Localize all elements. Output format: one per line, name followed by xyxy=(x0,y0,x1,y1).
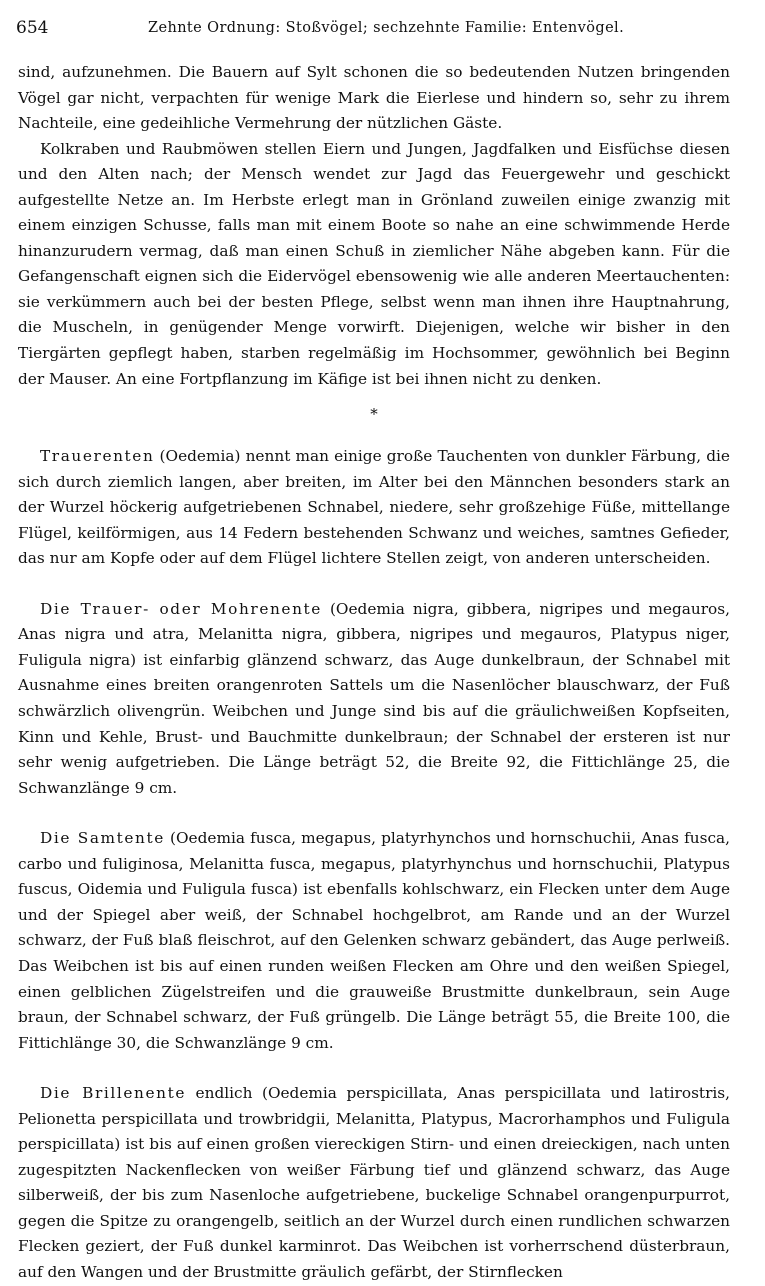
species-lead: Die Brillenente xyxy=(40,1084,186,1103)
paragraph-mohrenente xyxy=(18,597,730,801)
paragraph-hunting xyxy=(18,137,730,392)
body-text xyxy=(18,60,730,1286)
paragraph-text: (Oedemia fusca, megapus, platyrhynchos und hornschuchii, Anas fusca, carbo und fuliginosa, Melanitta fusca, megapus, platyrhynchus und hornschuchii, Platypus fuscus, Oidemia und Fuligula fusca) ist ebenfalls kohlschwarz, ein Flecken unter dem Auge und der Spiegel aber weiß, der Schnabel hochgelbrot, am Rande und an der Wurzel schwarz, der Fuß blaß fleischrot, auf den Gelenken schwarz gebändert, das Auge perlweiß. Das Weibchen ist bis auf einen runden weißen Flecken am Ohre und den weißen Spiegel, einen gelblichen Zügelstreifen und die grauweiße Brustmitte dunkelbraun, sein Auge braun, der Schnabel schwarz, der Fuß grüngelb. Die Länge beträgt 55, die Breite 100, die Fittichlänge 30, die Schwanzlänge 9 cm. xyxy=(18,829,730,1052)
paragraph-text: (Oedemia) nennt man einige große Tauchenten von dunkler Färbung, die sich durch ziemlich langen, aber breiten, im Alter bei den Männchen besonders stark an der Wurzel höckerig aufgetriebenen Schnabel, niedere, sehr großzehige Füße, mittellange Flügel, keilförmigen, aus 14 Federn bestehenden Schwanz und weiches, samtnes Gefieder, das nur am Kopfe oder auf dem Flügel lichtere Stellen zeigt, von anderen unterscheiden. xyxy=(18,447,730,568)
paragraph-samtente xyxy=(18,826,730,1056)
species-lead: Die Samtente xyxy=(40,829,165,848)
page-header xyxy=(16,18,750,48)
section-separator: * xyxy=(370,405,378,424)
species-lead: Trauerenten xyxy=(40,447,155,466)
paragraph-trauerenten xyxy=(18,444,730,572)
paragraph-brillenente xyxy=(18,1081,730,1285)
species-lead: Die Trauer- oder Mohrenente xyxy=(40,599,322,618)
paragraph-text: endlich (Oedemia perspicillata, Anas perspicillata und latirostris, Pelionetta perspicillata und trowbridgii, Melanitta, Platypus, Macrorhamphos und Fuligula perspicillata) ist bis auf einen großen viereckigen Stirn- und einen dreieckigen, nach unten zugespitzten Nackenflecken von weißer Färbung tief und glänzend schwarz, das Auge silberweiß, der bis zum Nasenloche aufgetriebene, buckelige Schnabel orangenpurpurrot, gegen die Spitze zu orangengelb, seitlich an der Wurzel durch einen rundlichen schwarzen Flecken geziert, der Fuß dunkel karminrot. Das Weibchen ist vorherrschend düsterbraun, auf den Wangen und der Brustmitte gräulich gefärbt, der Stirnflecken xyxy=(18,1084,730,1281)
paragraph-text: sind, aufzunehmen. Die Bauern auf Sylt schonen die so bedeutenden Nutzen bringenden Vögel gar nicht, verpachten für wenige Mark die Eierlese und hindern so, sehr zu ihrem Nachteile, eine gedeihliche Vermehrung der nützlichen Gäste. xyxy=(18,63,730,133)
page-number: 654 xyxy=(16,18,49,38)
paragraph-continuation xyxy=(18,60,730,137)
running-head: Zehnte Ordnung: Stoßvögel; sechzehnte Familie: Entenvögel. xyxy=(148,20,625,36)
paragraph-text: Kolkraben und Raubmöwen stellen Eiern und Jungen, Jagdfalken und Eisfüchse diesen und den Alten nach; der Mensch wendet zur Jagd das Feuergewehr und geschickt aufgestellte Netze an. Im Herbste erlegt man in Grönland zuweilen einige zwanzig mit einem einzigen Schusse, falls man mit einem Boote so nahe an eine schwimmende Herde hinanzurudern vermag, daß man einen Schuß in ziemlicher Nähe abgeben kann. Für die Gefangenschaft eignen sich die Eidervögel ebensowenig wie alle anderen Meertauchenten: sie verkümmern auch bei der besten Pflege, selbst wenn man ihnen ihre Hauptnahrung, die Muscheln, in genügender Menge vorwirft. Diejenigen, welche wir bisher in den Tiergärten gepflegt haben, starben regelmäßig im Hochsommer, gewöhnlich bei Beginn der Mauser. An eine Fortpflanzung im Käfige ist bei ihnen nicht zu denken. xyxy=(18,139,730,388)
paragraph-text: (Oedemia nigra, gibbera, nigripes und megauros, Anas nigra und atra, Melanitta nigra, gibbera, nigripes und megauros, Platypus niger, Fuligula nigra) ist einfarbig glänzend schwarz, das Auge dunkelbraun, der Schnabel mit Ausnahme eines breiten orangenroten Sattels um die Nasenlöcher blauschwarz, der Fuß schwärzlich olivengrün. Weibchen und Junge sind bis auf die gräulichweißen Kopfseiten, Kinn und Kehle, Brust- und Bauchmitte dunkelbraun; der Schnabel der ersteren ist nur sehr wenig aufgetrieben. Die Länge beträgt 52, die Breite 92, die Fittichlänge 25, die Schwanzlänge 9 cm. xyxy=(18,599,730,797)
